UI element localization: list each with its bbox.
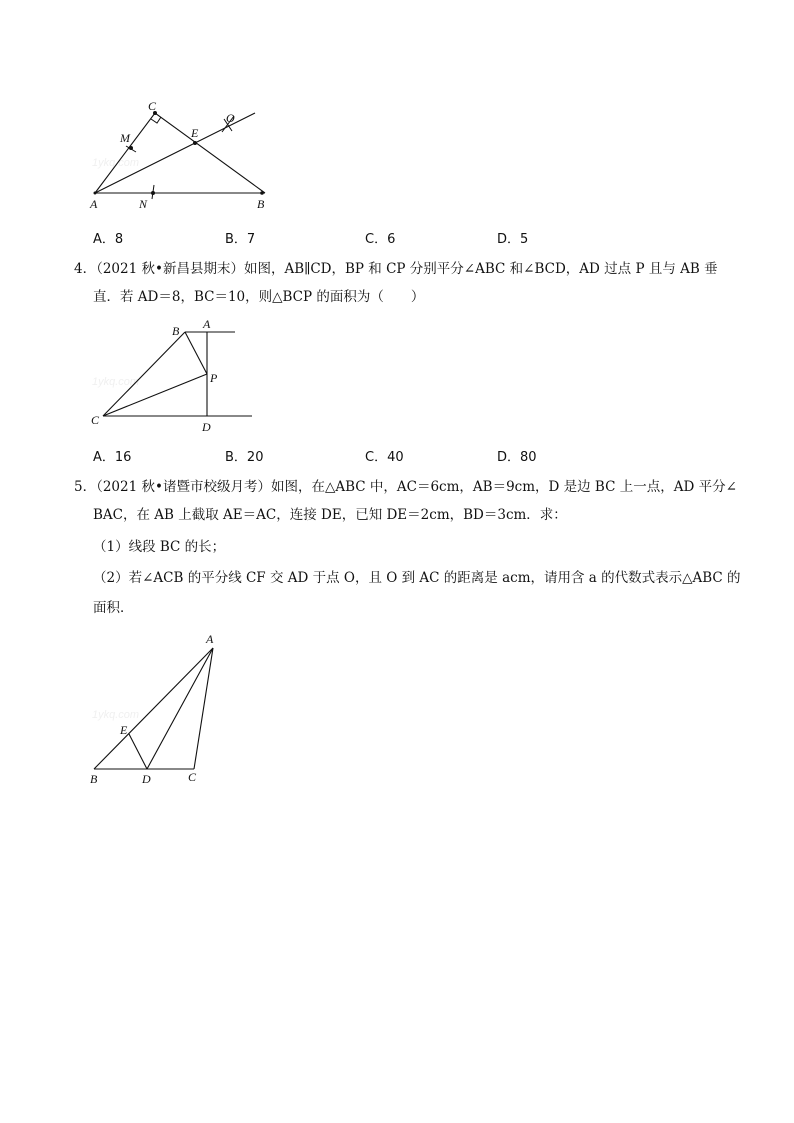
point-n [151, 191, 155, 195]
label-m: M [120, 131, 130, 145]
bisector-ray [95, 113, 255, 193]
watermark: 1ykq.com [92, 709, 140, 721]
label-a: A [206, 632, 214, 646]
point-e [193, 141, 197, 145]
q3-option-a: A．8 [93, 232, 124, 247]
label-c: C [188, 770, 197, 784]
watermark: 1ykq.com [92, 376, 140, 388]
q5-subquestion-2-line1: （2）若∠ACB 的平分线 CF 交 AD 于点 O，且 O 到 AC 的距离是 acm，请用含 a 的代数式表示△ABC 的 [93, 570, 741, 586]
q4-option-b: B．20 [225, 450, 264, 465]
q4-option-c: C．40 [365, 450, 404, 465]
label-d: D [142, 772, 151, 786]
segment-de [129, 734, 147, 769]
label-e: E [120, 723, 128, 737]
q5-subquestion-2-line2: 面积． [93, 600, 134, 616]
label-c: C [148, 99, 157, 113]
right-angle-mark [151, 117, 161, 123]
label-b: B [90, 772, 98, 786]
segment-bp [185, 332, 207, 374]
figure-3-diagram [85, 630, 225, 790]
label-o: O [226, 111, 235, 125]
point-m [129, 146, 133, 150]
label-n: N [139, 197, 148, 211]
q3-option-d: D．5 [497, 232, 529, 247]
q4-option-a: A．16 [93, 450, 132, 465]
q4-text-line2: 直．若 AD＝8，BC＝10，则△BCP 的面积为（ ） [93, 289, 425, 305]
label-p: P [210, 371, 218, 385]
label-e: E [191, 126, 199, 140]
label-b: B [172, 324, 180, 338]
q3-option-b: B．7 [225, 232, 256, 247]
label-a: A [90, 197, 98, 211]
q5-text-line1: 5．（2021 秋•诸暨市校级月考）如图，在△ABC 中，AC＝6cm，AB＝9cm，D 是边 BC 上一点，AD 平分∠ [74, 479, 737, 495]
label-c: C [91, 413, 100, 427]
figure-1-diagram [85, 95, 285, 215]
point-b [260, 191, 264, 195]
segment-bc [103, 332, 185, 416]
label-d: D [202, 420, 211, 434]
q4-text-line1: 4．（2021 秋•新昌县期末）如图，AB∥CD，BP 和 CP 分别平分∠ABC 和∠BCD，AD 过点 P 且与 AB 垂 [74, 261, 718, 277]
q4-option-d: D．80 [497, 450, 537, 465]
point-a [94, 192, 97, 195]
q5-subquestion-1: （1）线段 BC 的长； [93, 539, 226, 555]
triangle-sides [95, 113, 265, 193]
q5-text-line2: BAC，在 AB 上截取 AE＝AC，连接 DE，已知 DE＝2cm，BD＝3cm．求： [93, 507, 567, 523]
figure-2-diagram [85, 312, 260, 437]
label-a: A [203, 317, 211, 331]
watermark: 1ykq.com [92, 157, 140, 169]
q3-option-c: C．6 [365, 232, 396, 247]
label-b: B [257, 197, 265, 211]
